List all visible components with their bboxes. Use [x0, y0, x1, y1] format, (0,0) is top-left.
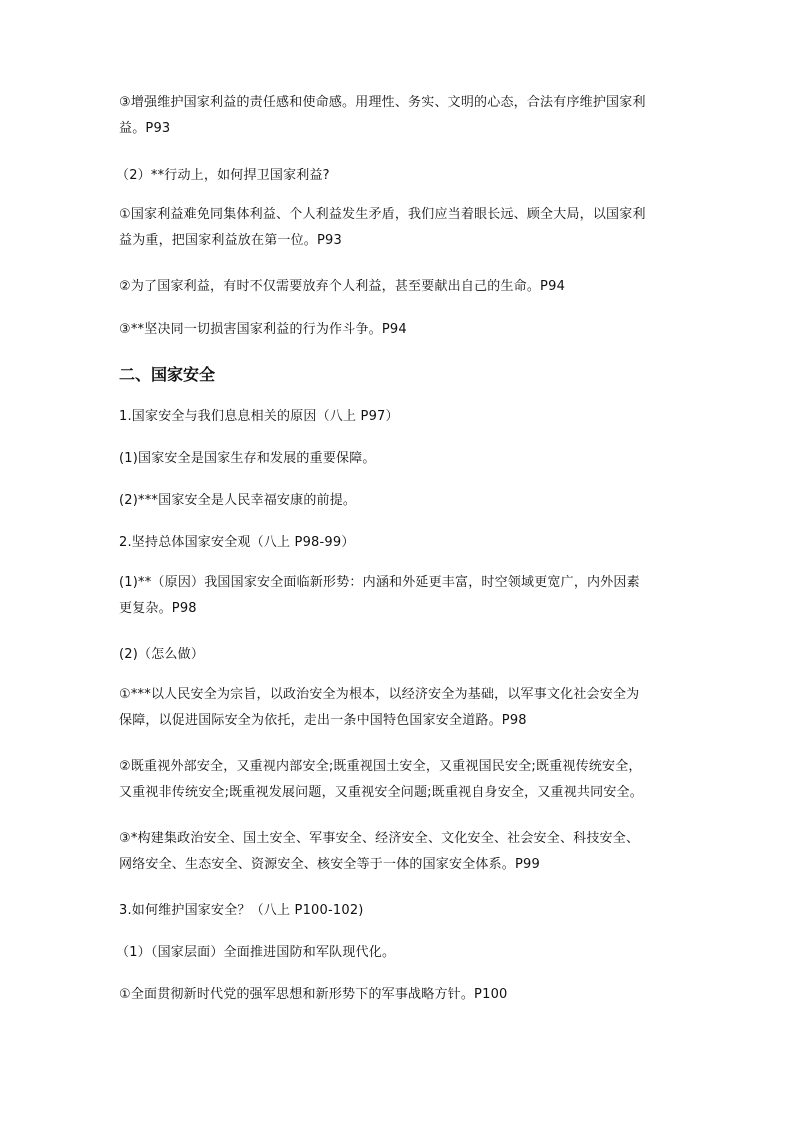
section-paragraph-11 [116, 940, 676, 966]
text-line: 3.如何维护国家安全？（八上 P100-102) [119, 903, 364, 918]
section-paragraph-10 [119, 898, 679, 924]
text-line: 益为重，把国家利益放在第一位。P93 [119, 233, 342, 248]
text-line: ②既重视外部安全，又重视内部安全;既重视国土安全，又重视国民安全;既重视传统安全， [119, 759, 642, 774]
section-paragraph-8 [119, 754, 679, 806]
section-paragraph-6 [119, 642, 679, 668]
section-paragraph-2 [119, 446, 679, 472]
text-line: (2)***国家安全是人民幸福安康的前提。 [119, 493, 357, 508]
paragraph-1 [119, 90, 679, 142]
text-line: ①***以人民安全为宗旨，以政治安全为根本，以经济安全为基础，以军事文化社会安全为 [119, 687, 640, 702]
text-line: 网络安全、生态安全、资源安全、核安全等于一体的国家安全体系。P99 [119, 857, 540, 872]
text-line: 又重视非传统安全;既重视发展问题，又重视安全问题;既重视自身安全，又重视共同安全。 [119, 785, 643, 800]
text-line: (1)国家安全是国家生存和发展的重要保障。 [119, 451, 376, 466]
paragraph-3 [119, 202, 679, 254]
section-paragraph-9 [119, 826, 679, 878]
text-line: 益。P93 [119, 121, 171, 136]
text-line: 更复杂。P98 [119, 601, 197, 616]
section-paragraph-7 [119, 682, 679, 734]
text-line: 2.坚持总体国家安全观（八上 P98-99） [119, 535, 355, 550]
section-paragraph-5 [119, 570, 679, 622]
section-paragraph-1 [119, 404, 679, 430]
section-heading: 二、国家安全 [119, 365, 216, 384]
text-line: 保障，以促进国际安全为依托，走出一条中国特色国家安全道路。P98 [119, 713, 527, 728]
section-paragraph-4 [119, 530, 679, 556]
text-line: ③**坚决同一切损害国家利益的行为作斗争。P94 [119, 322, 407, 337]
text-line: 1.国家安全与我们息息相关的原因（八上 P97） [119, 409, 399, 424]
paragraph-5 [119, 317, 679, 343]
text-line: (1)**（原因）我国国家安全面临新形势：内涵和外延更丰富，时空领域更宽广，内外因素 [119, 575, 640, 590]
paragraph-4 [119, 274, 679, 300]
text-line: (2)（怎么做） [119, 647, 205, 662]
text-line: （1）（国家层面）全面推进国防和军队现代化。 [116, 945, 396, 960]
paragraph-2 [116, 163, 676, 189]
text-line: （2）**行动上，如何捍卫国家利益? [116, 168, 330, 183]
section-paragraph-3 [119, 488, 679, 514]
text-line: ③增强维护国家利益的责任感和使命感。用理性、务实、文明的心态，合法有序维护国家利 [119, 95, 646, 110]
text-line: ①全面贯彻新时代党的强军思想和新形势下的军事战略方针。P100 [119, 987, 508, 1002]
section-paragraph-12 [119, 982, 679, 1008]
text-line: ③*构建集政治安全、国土安全、军事安全、经济安全、文化安全、社会安全、科技安全、 [119, 831, 640, 846]
text-line: ①国家利益难免同集体利益、个人利益发生矛盾，我们应当着眼长远、顾全大局，以国家利 [119, 207, 646, 222]
text-line: ②为了国家利益，有时不仅需要放弃个人利益，甚至要献出自己的生命。P94 [119, 279, 566, 294]
